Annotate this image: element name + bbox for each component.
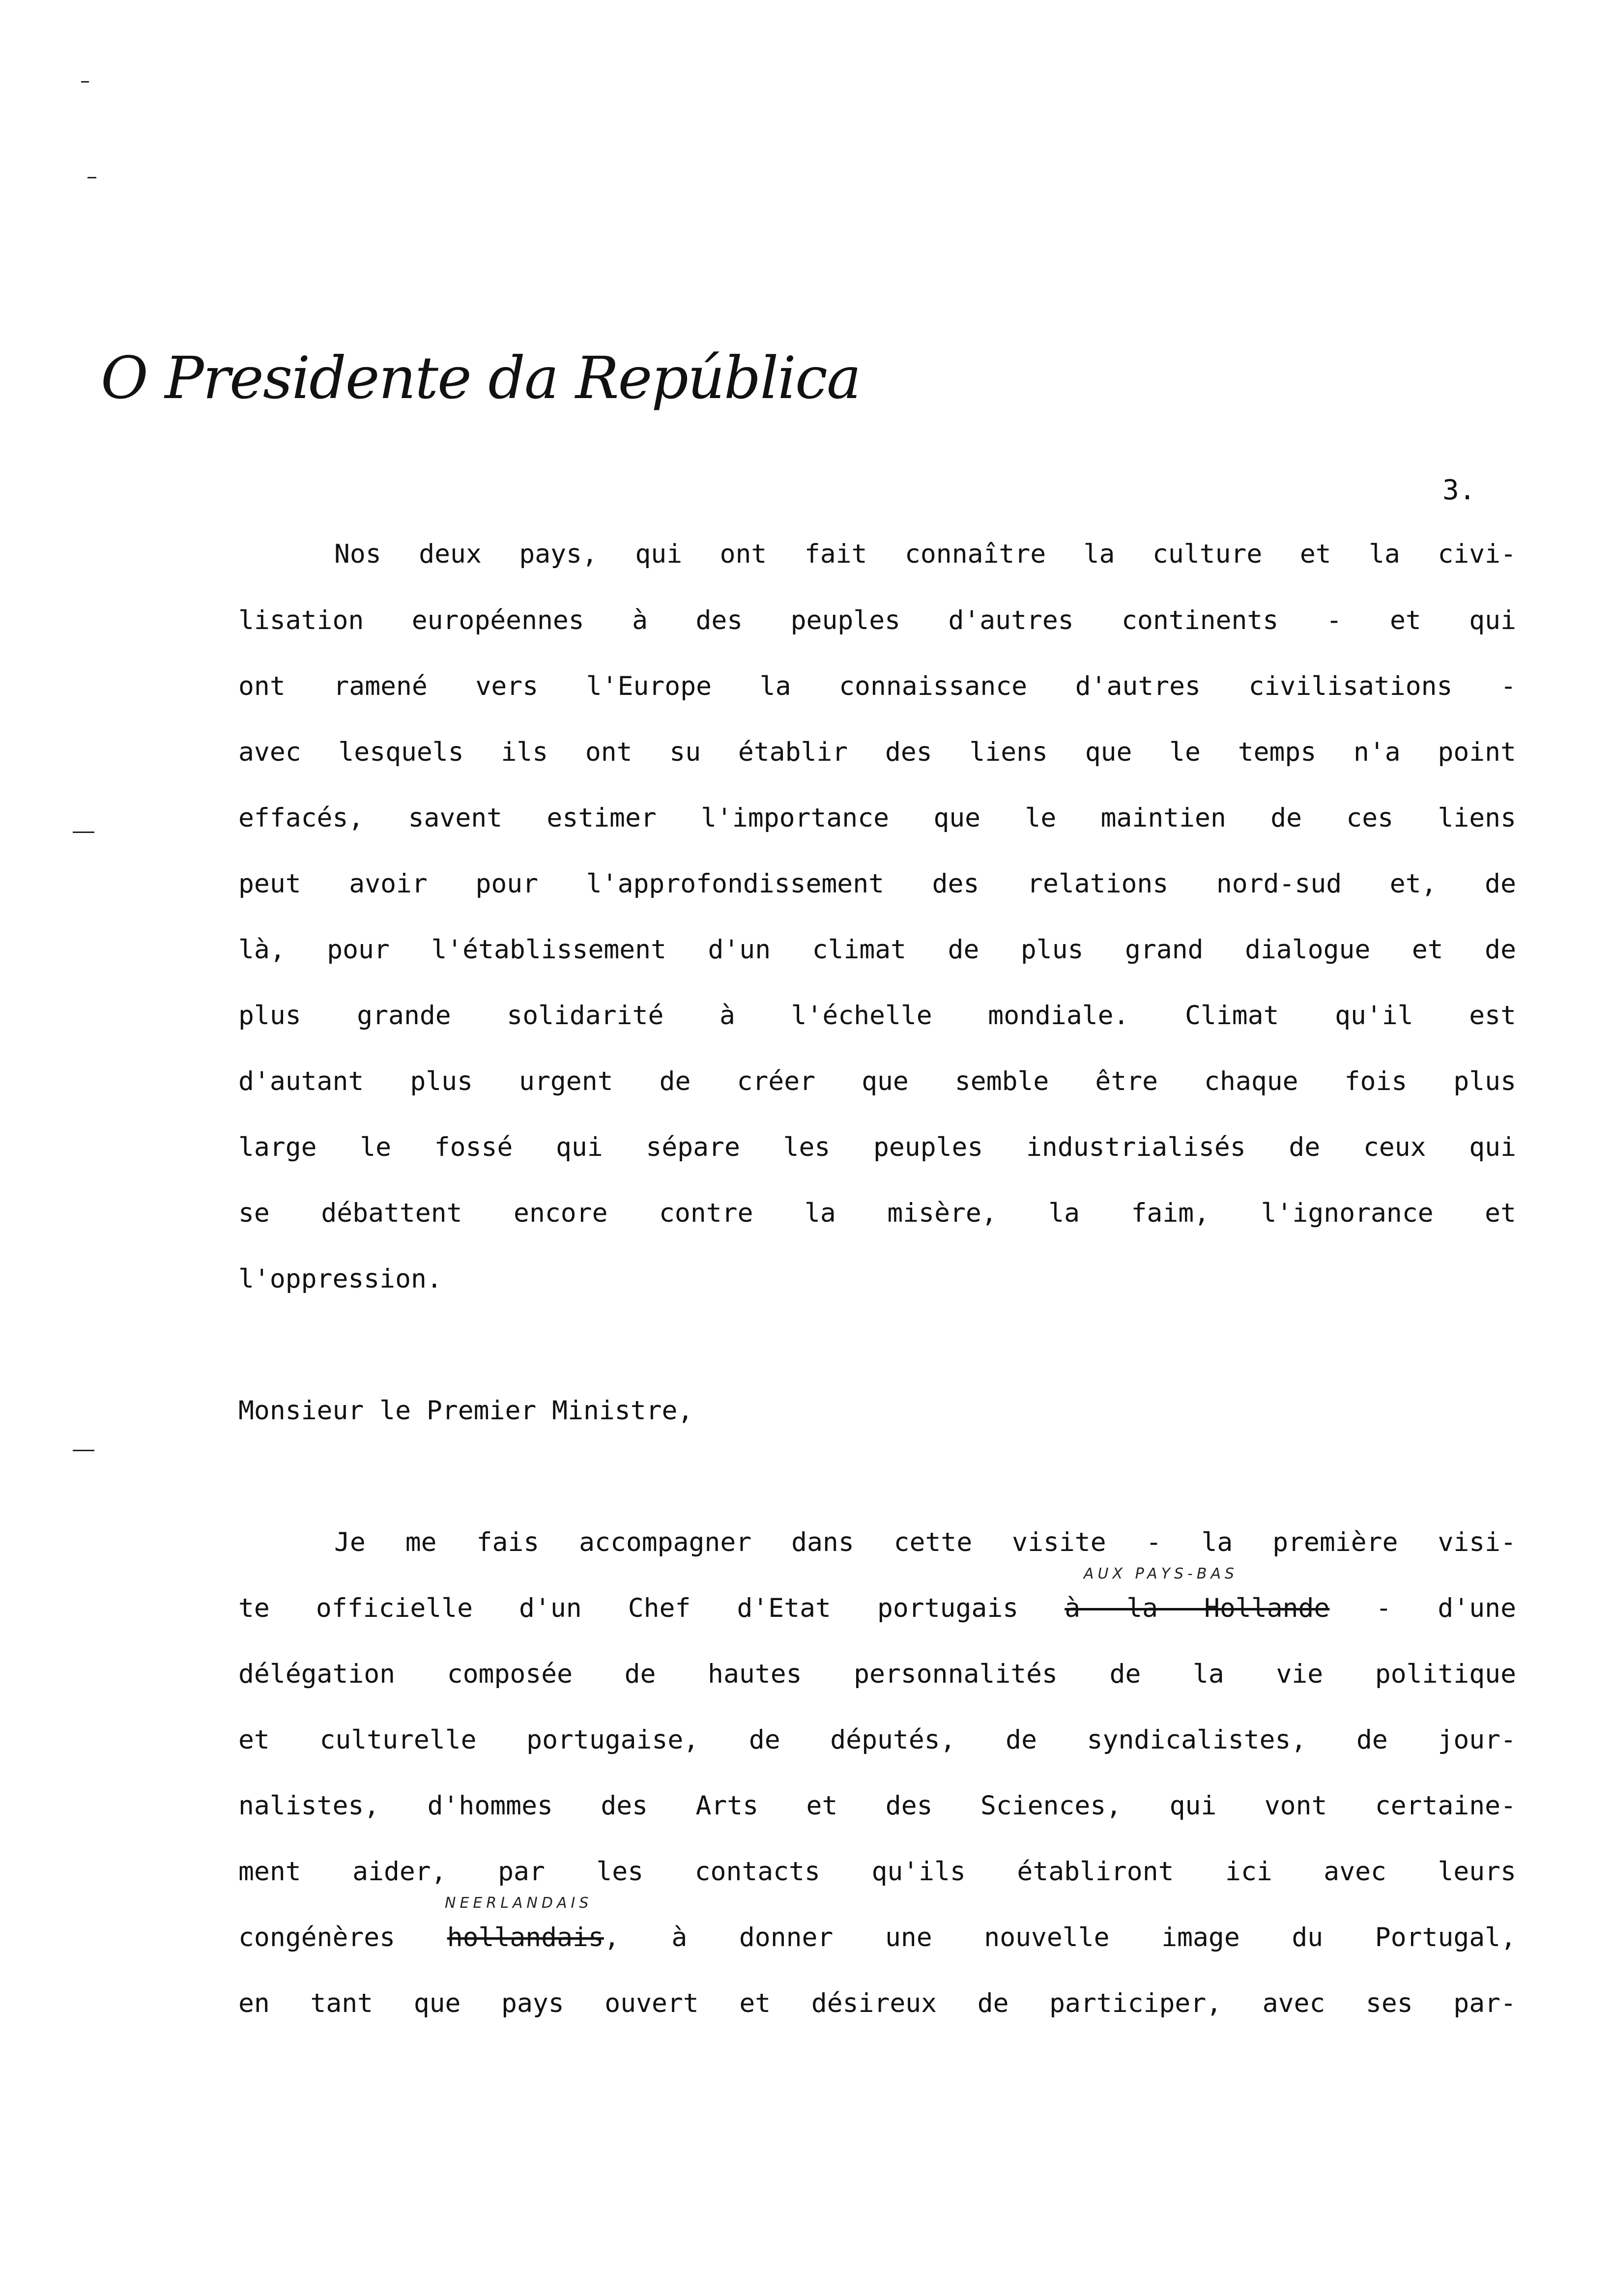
page-number: 3. (1442, 474, 1476, 506)
text-line: nalistes, d'hommes des Arts et des Sciences, qui vont certaine- (238, 1791, 1516, 1821)
text-line: délégation composée de hautes personnalités de la vie politique (238, 1659, 1516, 1689)
text-line: peut avoir pour l'approfondissement des relations nord-sud et, de (238, 869, 1516, 899)
handwritten-correction: NEERLANDAIS (445, 1894, 593, 1912)
text-line: ment aider, par les contacts qu'ils établiront ici avec leurs (238, 1857, 1516, 1887)
struck-text: à la Hollande (1065, 1593, 1330, 1623)
text-line: avec lesquels ils ont su établir des liens que le temps n'a point (238, 737, 1516, 767)
text-line: lisation européennes à des peuples d'autres continents - et qui (238, 605, 1516, 635)
text-line: se débattent encore contre la misère, la faim, l'ignorance et (238, 1198, 1516, 1228)
text-line: plus grande solidarité à l'échelle mondiale. Climat qu'il est (238, 1001, 1516, 1031)
text-line: l'oppression. (238, 1264, 442, 1294)
text-line: te officielle d'un Chef d'Etat portugais à la Hollande - d'une (238, 1593, 1516, 1623)
struck-text: hollandais (447, 1923, 604, 1952)
text-line: effacés, savent estimer l'importance que le maintien de ces liens (238, 803, 1516, 833)
letterhead: O Presidente da República (101, 344, 861, 412)
text-line: d'autant plus urgent de créer que semble être chaque fois plus (238, 1066, 1516, 1096)
text-line: là, pour l'établissement d'un climat de plus grand dialogue et de (238, 935, 1516, 965)
margin-mark (81, 81, 89, 83)
text-line: large le fossé qui sépare les peuples industrialisés de ceux qui (238, 1132, 1516, 1162)
margin-mark (73, 832, 94, 833)
text-line: Je me fais accompagner dans cette visite - la première visi- (334, 1527, 1516, 1557)
text-line: Nos deux pays, qui ont fait connaître la culture et la civi- (334, 539, 1516, 569)
salutation: Monsieur le Premier Ministre, (238, 1396, 693, 1426)
margin-mark (87, 177, 96, 178)
text-line: et culturelle portugaise, de députés, de syndicalistes, de jour- (238, 1725, 1516, 1755)
handwritten-correction: AUX PAYS-BAS (1084, 1565, 1238, 1582)
margin-mark (73, 1450, 94, 1451)
text-line: ont ramené vers l'Europe la connaissance d'autres civilisations - (238, 671, 1516, 701)
text-line: congénères hollandais, à donner une nouvelle image du Portugal, (238, 1923, 1516, 1952)
text-line: en tant que pays ouvert et désireux de participer, avec ses par- (238, 1988, 1516, 2018)
